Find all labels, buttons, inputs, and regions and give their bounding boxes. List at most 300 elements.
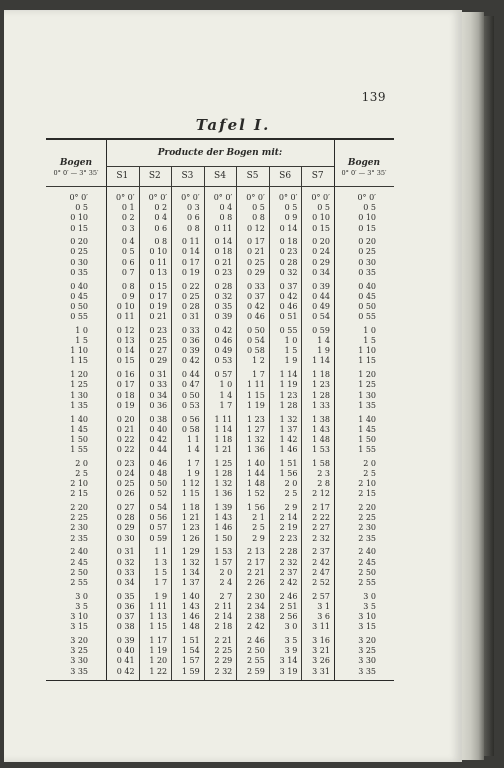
product-cell: 0 17 [149, 291, 168, 301]
s-column-header: S4 [214, 171, 226, 181]
product-cell: 0 46 [149, 458, 168, 468]
product-cell: 2 13 [247, 547, 265, 557]
product-cell: 1 7 [219, 400, 233, 410]
product-cell: 1 32 [214, 479, 233, 489]
product-cell: 1 0 [219, 380, 233, 390]
product-cell: 0 12 [116, 325, 135, 335]
bogen-cell-right: 1 35 [358, 400, 376, 410]
bogen-cell-right: 2 20 [358, 503, 376, 513]
bogen-cell-left: 3 20 [70, 636, 88, 645]
bogen-cell-right: 3 15 [358, 622, 376, 632]
product-cell: 0 52 [149, 489, 168, 499]
column-rule [171, 166, 172, 680]
product-cell: 0 58 [181, 424, 200, 434]
product-cell: 0 24 [312, 247, 330, 257]
s-column-header: S2 [148, 171, 161, 181]
product-cell: 2 5 [284, 489, 298, 499]
bogen-cell-right: 3 0 [363, 591, 376, 601]
product-cell: 0 2 [121, 213, 135, 223]
bogen-cell-left: 1 20 [70, 370, 88, 380]
product-cell: 1 32 [279, 414, 298, 424]
product-cell: 0 49 [214, 346, 233, 356]
bogen-cell-left: 1 15 [70, 356, 88, 366]
bogen-cell-right: 2 5 [363, 468, 376, 478]
bogen-cell-left: 2 35 [70, 533, 88, 543]
product-cell: 0 48 [149, 468, 168, 478]
product-cell: 0 11 [149, 257, 168, 267]
table-title: Tafel I. [195, 116, 271, 134]
product-cell: 0 11 [181, 237, 200, 247]
product-cell: 1 15 [247, 390, 265, 400]
product-cell: 0 19 [181, 267, 200, 277]
bogen-cell-right: 1 5 [363, 336, 376, 346]
product-cell: 2 14 [279, 513, 298, 523]
product-cell: 0 53 [214, 356, 233, 366]
product-cell: 0 13 [149, 267, 168, 277]
product-cell: 0 28 [181, 301, 200, 311]
product-cell: 0 8 [252, 213, 265, 223]
table-row [46, 400, 394, 411]
product-cell: 2 56 [279, 612, 298, 622]
product-cell: 0 25 [116, 479, 135, 489]
product-cell: 0 34 [149, 390, 168, 400]
product-cell: 0 31 [181, 312, 200, 322]
product-cell: 3 21 [312, 646, 330, 656]
product-cell: 2 14 [214, 612, 233, 622]
product-cell: 0 10 [149, 247, 168, 257]
column-rule [204, 166, 205, 680]
bogen-cell-right: 2 40 [358, 547, 376, 557]
table-row [46, 533, 394, 544]
product-cell: 1 32 [247, 434, 265, 444]
product-cell: 0 26 [116, 489, 135, 499]
product-cell: 1 5 [284, 346, 298, 356]
product-cell: 1 4 [219, 390, 233, 400]
bogen-cell-right: 1 10 [358, 346, 376, 356]
product-cell: 1 46 [181, 612, 200, 622]
product-cell: 1 40 [247, 458, 265, 468]
product-cell: 1 26 [181, 533, 200, 543]
table-row [46, 355, 394, 366]
product-cell: 1 4 [186, 445, 200, 455]
product-cell: 2 21 [214, 636, 233, 645]
product-cell: 1 48 [247, 479, 265, 489]
bogen-cell-left: 0° 0′ [69, 193, 88, 202]
product-cell: 0 5 [121, 247, 135, 257]
product-cell: 0 6 [186, 213, 200, 223]
column-rule [236, 166, 237, 680]
product-cell: 1 23 [247, 414, 265, 424]
bogen-cell-left: 2 55 [70, 577, 88, 587]
product-cell: 2 12 [312, 489, 330, 499]
product-cell: 1 59 [181, 666, 200, 676]
product-cell: 0 29 [116, 523, 135, 533]
product-cell: 1 34 [181, 567, 200, 577]
product-cell: 0° 0′ [246, 193, 265, 202]
product-cell: 2 0 [219, 567, 233, 577]
product-cell: 0 39 [181, 346, 200, 356]
bogen-cell-left: 0 30 [70, 257, 88, 267]
product-cell: 0 10 [116, 301, 135, 311]
bogen-cell-left: 3 5 [75, 601, 88, 611]
bogen-cell-right: 1 50 [358, 434, 376, 444]
product-cell: 0 3 [186, 203, 200, 213]
product-cell: 2 9 [284, 503, 298, 513]
product-cell: 0 54 [247, 336, 265, 346]
product-cell: 0 2 [154, 203, 168, 213]
product-cell: 1 43 [312, 424, 330, 434]
product-cell: 0 40 [116, 646, 135, 656]
bogen-cell-right: 0 25 [358, 247, 376, 257]
table-row [46, 223, 394, 234]
product-cell: 1 51 [279, 458, 298, 468]
product-cell: 0 23 [116, 458, 135, 468]
product-cell: 0 18 [279, 237, 298, 247]
product-cell: 0 22 [181, 281, 200, 291]
product-cell: 1 56 [247, 503, 265, 513]
product-cell: 1 33 [312, 400, 330, 410]
bogen-cell-right: 0 45 [358, 291, 376, 301]
bogen-cell-left: 2 45 [70, 557, 88, 567]
product-cell: 0 36 [149, 400, 168, 410]
product-cell: 1 53 [214, 547, 233, 557]
product-cell: 2 32 [279, 557, 298, 567]
product-cell: 3 11 [312, 622, 330, 632]
product-cell: 0 32 [116, 557, 135, 567]
product-cell: 1 25 [214, 458, 233, 468]
bogen-cell-left: 2 5 [75, 468, 88, 478]
bogen-cell-right: 2 15 [358, 489, 376, 499]
product-cell: 0 58 [247, 346, 265, 356]
product-cell: 1 29 [181, 547, 200, 557]
bogen-cell-left: 1 40 [70, 414, 88, 424]
product-cell: 1 7 [186, 458, 200, 468]
product-cell: 1 38 [312, 414, 330, 424]
product-cell: 3 31 [312, 666, 330, 676]
bogen-cell-left: 1 10 [70, 346, 88, 356]
bogen-cell-left: 3 10 [70, 612, 88, 622]
product-cell: 1 14 [279, 370, 298, 380]
product-cell: 1 21 [214, 445, 233, 455]
product-cell: 0 49 [312, 301, 330, 311]
bogen-cell-right: 2 0 [363, 458, 376, 468]
product-cell: 0 28 [214, 281, 233, 291]
product-cell: 1 28 [279, 400, 298, 410]
bogen-cell-left: 3 0 [75, 591, 88, 601]
bogen-cell-left: 0 10 [70, 213, 88, 223]
column-rule [301, 166, 302, 680]
bogen-cell-right: 1 20 [358, 370, 376, 380]
right-bogen-header: Bogen [347, 158, 381, 168]
bogen-cell-right: 1 40 [358, 414, 376, 424]
product-cell: 0 7 [121, 267, 135, 277]
product-cell: 0 23 [279, 247, 298, 257]
product-cell: 2 46 [279, 591, 298, 601]
bogen-cell-right: 3 5 [363, 601, 376, 611]
product-cell: 1 4 [317, 336, 330, 346]
product-cell: 2 25 [214, 646, 233, 656]
product-cell: 0 37 [247, 291, 265, 301]
column-rule [334, 140, 335, 680]
product-cell: 0 24 [116, 468, 135, 478]
bogen-cell-right: 0° 0′ [357, 193, 376, 202]
product-cell: 0 25 [149, 336, 168, 346]
bogen-cell-right: 0 30 [358, 257, 376, 267]
product-cell: 0 17 [116, 380, 135, 390]
product-cell: 0 55 [279, 325, 298, 335]
products-table [46, 138, 394, 681]
product-cell: 2 46 [247, 636, 265, 645]
product-cell: 0 15 [312, 223, 330, 233]
product-cell: 1 3 [154, 557, 168, 567]
bogen-cell-right: 3 20 [358, 636, 376, 645]
product-cell: 1 46 [279, 445, 298, 455]
product-cell: 1 39 [214, 503, 233, 513]
bogen-cell-left: 0 40 [70, 281, 88, 291]
product-cell: 0 5 [252, 203, 265, 213]
product-cell: 2 3 [317, 468, 330, 478]
product-cell: 0 36 [181, 336, 200, 346]
product-cell: 0 41 [116, 656, 135, 666]
product-cell: 1 0 [284, 336, 298, 346]
bogen-cell-right: 3 35 [358, 666, 376, 676]
product-cell: 0 11 [214, 223, 233, 233]
product-cell: 0 50 [181, 390, 200, 400]
product-cell: 0 50 [149, 479, 168, 489]
bogen-cell-left: 3 30 [70, 656, 88, 666]
bogen-cell-left: 2 25 [70, 513, 88, 523]
product-cell: 3 16 [312, 636, 330, 645]
product-cell: 0 54 [149, 503, 168, 513]
product-cell: 1 9 [284, 356, 298, 366]
product-cell: 0 32 [279, 267, 298, 277]
product-cell: 1 2 [252, 356, 265, 366]
bogen-cell-right: 0 10 [358, 213, 376, 223]
product-cell: 0 44 [312, 291, 330, 301]
product-cell: 0 8 [219, 213, 233, 223]
product-cell: 1 46 [214, 523, 233, 533]
bogen-cell-left: 3 35 [70, 666, 88, 676]
bogen-cell-right: 1 0 [363, 325, 376, 335]
product-cell: 0 35 [116, 591, 135, 601]
bogen-cell-left: 0 55 [70, 312, 88, 322]
bogen-cell-left: 2 40 [70, 547, 88, 557]
product-cell: 0 37 [279, 281, 298, 291]
book-page [4, 10, 462, 762]
product-cell: 1 51 [181, 636, 200, 645]
s-column-header: S5 [246, 171, 259, 181]
product-cell: 0° 0′ [278, 193, 298, 202]
product-cell: 0° 0′ [181, 193, 200, 202]
product-cell: 2 28 [279, 547, 298, 557]
product-cell: 0 25 [247, 257, 265, 267]
product-cell: 0 38 [149, 414, 168, 424]
bogen-cell-right: 1 15 [358, 356, 376, 366]
product-cell: 0 44 [149, 445, 168, 455]
product-cell: 0 38 [116, 622, 135, 632]
product-cell: 0 19 [149, 301, 168, 311]
product-cell: 2 59 [247, 666, 265, 676]
product-cell: 0 22 [116, 434, 135, 444]
product-cell: 0 23 [214, 267, 233, 277]
product-cell: 0 3 [121, 223, 135, 233]
bogen-cell-right: 2 10 [358, 479, 376, 489]
product-cell: 2 42 [312, 557, 330, 567]
product-cell: 2 18 [214, 622, 233, 632]
bogen-cell-left: 0 25 [70, 247, 88, 257]
product-cell: 1 28 [214, 468, 233, 478]
product-cell: 2 50 [247, 646, 265, 656]
product-cell: 0 29 [149, 356, 168, 366]
product-cell: 0 5 [284, 203, 298, 213]
bogen-cell-right: 0 55 [358, 312, 376, 322]
header-bottom-rule [46, 186, 394, 187]
product-cell: 0 4 [154, 213, 168, 223]
product-cell: 1 58 [312, 458, 330, 468]
product-cell: 3 6 [317, 612, 330, 622]
product-cell: 0 33 [116, 567, 135, 577]
table-row [46, 488, 394, 499]
product-cell: 1 27 [247, 424, 265, 434]
product-cell: 0 46 [247, 312, 265, 322]
product-cell: 0 31 [149, 370, 168, 380]
product-cell: 2 34 [247, 601, 265, 611]
product-cell: 1 7 [252, 370, 265, 380]
bogen-cell-left: 0 20 [70, 237, 88, 247]
bogen-cell-left: 1 55 [70, 445, 88, 455]
product-cell: 1 14 [214, 424, 233, 434]
product-cell: 1 28 [312, 390, 330, 400]
product-cell: 1 11 [214, 414, 233, 424]
bogen-cell-right: 1 30 [358, 390, 376, 400]
product-cell: 1 42 [279, 434, 298, 444]
product-cell: 1 13 [149, 612, 168, 622]
product-cell: 1 43 [181, 601, 200, 611]
product-cell: 1 23 [312, 380, 330, 390]
product-cell: 0 33 [181, 325, 200, 335]
product-cell: 2 37 [279, 567, 298, 577]
book-cover-edge [484, 16, 494, 756]
product-cell: 1 53 [312, 445, 330, 455]
bogen-cell-right: 1 55 [358, 445, 376, 455]
product-cell: 1 19 [279, 380, 298, 390]
product-cell: 0 25 [181, 291, 200, 301]
s-column-header: S3 [181, 171, 194, 181]
product-cell: 2 17 [247, 557, 265, 567]
product-cell: 2 17 [312, 503, 330, 513]
product-cell: 2 19 [279, 523, 298, 533]
product-cell: 2 42 [279, 577, 298, 587]
product-cell: 0 14 [116, 346, 135, 356]
product-cell: 2 52 [312, 577, 330, 587]
product-cell: 0 51 [279, 312, 298, 322]
product-cell: 1 12 [181, 479, 200, 489]
product-cell: 2 4 [219, 577, 233, 587]
product-cell: 0 39 [116, 636, 135, 645]
product-cell: 0 20 [116, 414, 135, 424]
product-cell: 1 48 [181, 622, 200, 632]
product-cell: 1 17 [149, 636, 168, 645]
product-cell: 0 1 [121, 203, 135, 213]
product-cell: 1 11 [247, 380, 265, 390]
product-cell: 1 57 [214, 557, 233, 567]
product-cell: 0 39 [214, 312, 233, 322]
product-cell: 0 36 [116, 601, 135, 611]
product-cell: 0 57 [149, 523, 168, 533]
bogen-cell-right: 0 20 [358, 237, 376, 247]
product-cell: 1 7 [154, 577, 168, 587]
product-cell: 0 22 [116, 445, 135, 455]
bogen-cell-left: 2 0 [75, 458, 88, 468]
product-cell: 0 23 [149, 325, 168, 335]
product-cell: 0 39 [312, 281, 330, 291]
product-cell: 3 9 [284, 646, 298, 656]
product-cell: 1 22 [149, 666, 168, 676]
product-cell: 2 9 [252, 533, 265, 543]
product-cell: 0 40 [149, 424, 168, 434]
bogen-cell-left: 1 30 [70, 390, 88, 400]
product-cell: 2 51 [279, 601, 298, 611]
bogen-cell-left: 3 25 [70, 646, 88, 656]
product-cell: 0 46 [279, 301, 298, 311]
product-cell: 0 17 [181, 257, 200, 267]
product-cell: 0 15 [116, 356, 135, 366]
product-cell: 0 31 [116, 547, 135, 557]
product-cell: 0 35 [214, 301, 233, 311]
product-cell: 3 19 [279, 666, 298, 676]
product-cell: 0 6 [121, 257, 135, 267]
product-cell: 0 16 [116, 370, 135, 380]
product-cell: 1 9 [186, 468, 200, 478]
bogen-cell-right: 3 25 [358, 646, 376, 656]
bogen-cell-right: 0 5 [363, 203, 376, 213]
product-cell: 0 27 [149, 346, 168, 356]
product-cell: 1 37 [181, 577, 200, 587]
bogen-cell-right: 2 25 [358, 513, 376, 523]
product-cell: 0 59 [149, 533, 168, 543]
header-rule [106, 166, 334, 167]
product-cell: 1 9 [317, 346, 330, 356]
product-cell: 3 5 [284, 636, 298, 645]
product-cell: 2 7 [219, 591, 233, 601]
product-cell: 1 18 [214, 434, 233, 444]
bogen-cell-right: 0 35 [358, 267, 376, 277]
product-cell: 0 56 [181, 414, 200, 424]
table-row [46, 267, 394, 278]
product-cell: 0 34 [312, 267, 330, 277]
product-cell: 0 29 [247, 267, 265, 277]
product-cell: 1 54 [181, 646, 200, 656]
product-cell: 1 1 [186, 434, 200, 444]
product-cell: 0 30 [116, 533, 135, 543]
product-cell: 0 28 [279, 257, 298, 267]
product-cell: 0 18 [214, 247, 233, 257]
product-cell: 1 11 [149, 601, 168, 611]
page-number: 139 [361, 90, 386, 104]
table-row [46, 621, 394, 632]
product-cell: 0 59 [312, 325, 330, 335]
table-row [46, 666, 394, 677]
product-cell: 0° 0′ [311, 193, 330, 202]
product-cell: 1 48 [312, 434, 330, 444]
product-cell: 1 19 [149, 646, 168, 656]
product-cell: 1 15 [149, 622, 168, 632]
product-cell: 1 18 [181, 503, 200, 513]
product-cell: 1 44 [247, 468, 265, 478]
product-cell: 0 20 [312, 237, 330, 247]
product-cell: 2 42 [247, 622, 265, 632]
bogen-cell-right: 0 50 [358, 301, 376, 311]
